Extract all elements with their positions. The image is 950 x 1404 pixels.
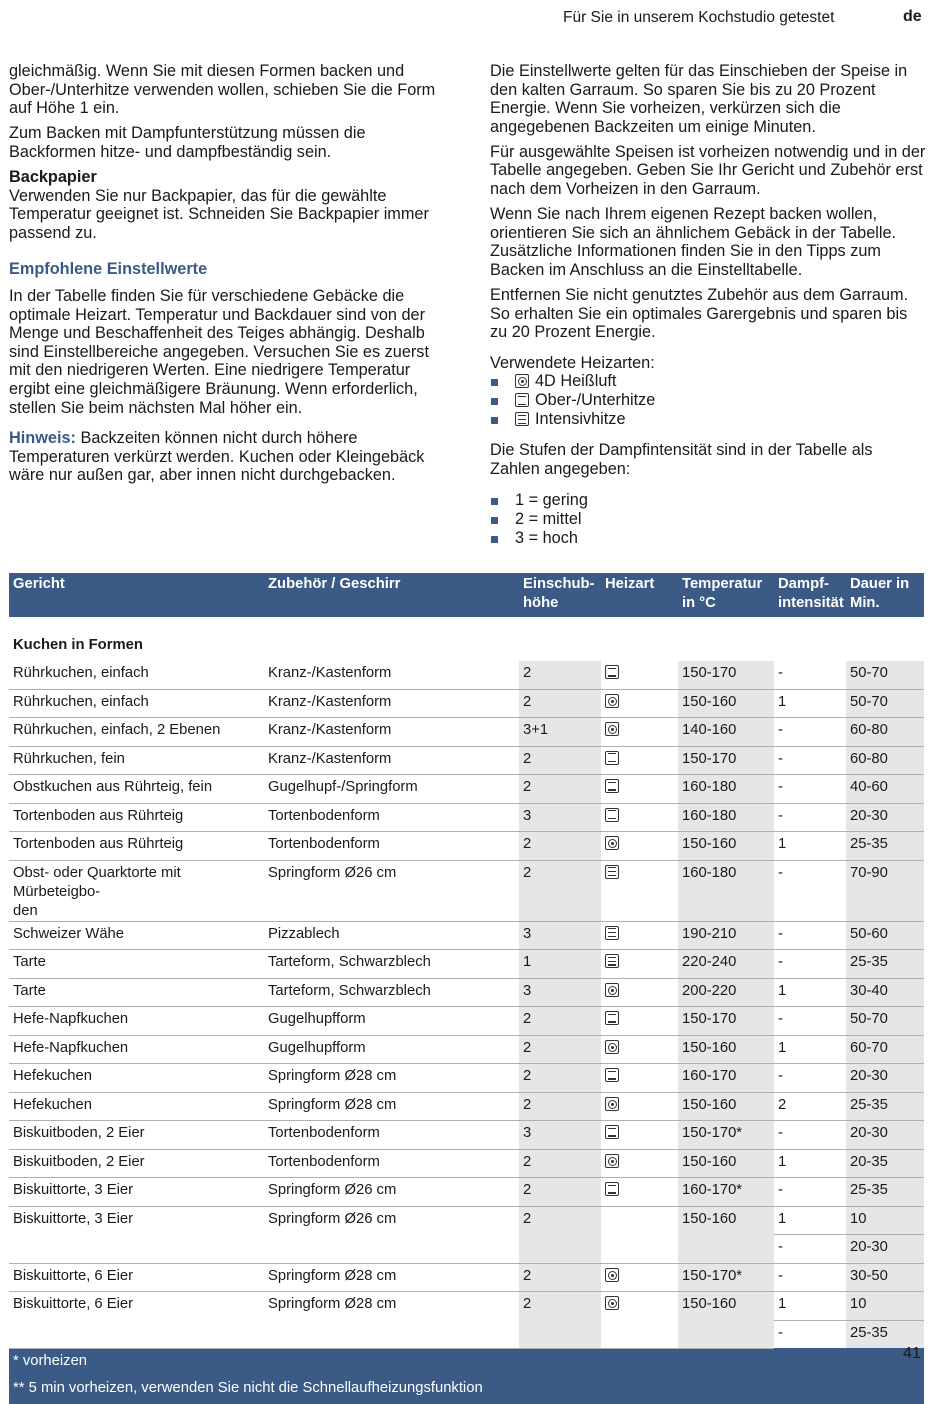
- temp-cell: 150-170*: [678, 1121, 774, 1150]
- paragraph: Wenn Sie nach Ihrem eigenen Rezept backen wollen, orientieren Sie sich an ähnlichem Gebäck in der Tabelle. Zusätzliche Informationen finden Sie in den Tipps zum Backen im Anschluss an die Einstelltabelle.: [490, 205, 897, 279]
- level-cell: 3: [519, 1121, 601, 1150]
- 4d-heissluft-icon: [605, 722, 619, 736]
- table-row: [9, 1206, 924, 1235]
- paragraph: Entfernen Sie nicht genutztes Zubehör aus dem Garraum. So erhalten Sie ein optimales Garergebnis und sparen bis zu 20 Prozent Energie.: [490, 286, 909, 342]
- duration-cell: 20-30: [846, 803, 924, 832]
- section-title: Empfohlene Einstellwerte: [9, 260, 208, 279]
- baking-settings-table: [9, 573, 924, 1404]
- temp-cell: 150-160: [678, 1292, 774, 1349]
- ober-unterhitze-icon: [605, 1011, 619, 1025]
- ober-unterhitze-icon: [605, 751, 619, 765]
- heat-cell: [601, 921, 678, 950]
- heat-types-intro: Verwendete Heizarten:: [490, 353, 655, 372]
- accessory-cell: Kranz-/Kastenform: [264, 718, 519, 747]
- table-row: [9, 1092, 924, 1121]
- table-header-row: [9, 573, 924, 617]
- steam-cell: 1: [774, 1149, 846, 1178]
- level-cell: 3+1: [519, 718, 601, 747]
- temp-cell: 150-170: [678, 746, 774, 775]
- duration-cell: 70-90: [846, 860, 924, 921]
- temp-cell: 150-160: [678, 1149, 774, 1178]
- paragraph: gleichmäßig. Wenn Sie mit diesen Formen backen und Ober-/Unterhitze verwenden wollen, schieben Sie die Form auf Höhe 1 ein.: [9, 62, 436, 118]
- intensivhitze-icon: [515, 412, 529, 426]
- duration-cell: 25-35: [846, 832, 924, 861]
- accessory-cell: Springform Ø28 cm: [264, 1092, 519, 1121]
- steam-cell: -: [774, 1178, 846, 1207]
- accessory-cell: Tarteform, Schwarzblech: [264, 978, 519, 1007]
- 4d-heissluft-icon: [605, 1097, 619, 1111]
- hint-paragraph: [9, 429, 447, 485]
- steam-cell: 1: [774, 832, 846, 861]
- level-cell: 3: [519, 978, 601, 1007]
- table-row: [9, 1121, 924, 1150]
- heat-cell: [601, 1206, 678, 1263]
- 4d-heissluft-icon: [605, 1296, 619, 1310]
- dish-cell: Biskuitboden, 2 Eier: [9, 1121, 264, 1150]
- temp-cell: 160-170: [678, 1064, 774, 1093]
- duration-cell: 20-30: [846, 1235, 924, 1264]
- duration-cell: 10: [846, 1206, 924, 1235]
- list-item: 4D Heißluft: [490, 372, 926, 391]
- accessory-cell: Gugelhupfform: [264, 1007, 519, 1036]
- duration-cell: 20-35: [846, 1149, 924, 1178]
- duration-cell: 50-70: [846, 1007, 924, 1036]
- accessory-cell: Springform Ø26 cm: [264, 1206, 519, 1263]
- paragraph: Verwenden Sie nur Backpapier, das für die gewählte Temperatur geeignet ist. Schneiden Sie Backpapier immer passend zu.: [9, 186, 429, 242]
- temp-cell: 140-160: [678, 718, 774, 747]
- table-row: [9, 1035, 924, 1064]
- right-column: [490, 62, 926, 560]
- ober-unterhitze-icon: [515, 393, 529, 407]
- table-row: [9, 1292, 924, 1321]
- heat-cell: [601, 718, 678, 747]
- level-cell: 2: [519, 1206, 601, 1263]
- dish-cell: Hefe-Napfkuchen: [9, 1035, 264, 1064]
- language-code: de: [903, 8, 922, 25]
- steam-cell: -: [774, 950, 846, 979]
- dish-cell: Rührkuchen, einfach, 2 Ebenen: [9, 718, 264, 747]
- duration-cell: 30-40: [846, 978, 924, 1007]
- level-cell: 2: [519, 1064, 601, 1093]
- steam-cell: -: [774, 1235, 846, 1264]
- 4d-heissluft-icon: [515, 374, 529, 388]
- ober-unterhitze-icon: [605, 779, 619, 793]
- dish-cell: Biskuittorte, 6 Eier: [9, 1292, 264, 1349]
- left-column: [9, 62, 447, 491]
- temp-cell: 220-240: [678, 950, 774, 979]
- steam-cell: -: [778, 1324, 783, 1341]
- table-row: [9, 1178, 924, 1207]
- paragraph: Für ausgewählte Speisen ist vorheizen notwendig und in der Tabelle angegeben. Geben Sie Ihr Gericht und Zubehör erst nach dem Vorheizen in den Garraum.: [490, 142, 926, 199]
- heat-cell: [601, 689, 678, 718]
- steam-cell: 1: [774, 1292, 846, 1321]
- dish-cell: Tarte: [9, 950, 264, 979]
- list-item: 3 = hoch: [490, 529, 926, 548]
- list-item: 2 = mittel: [490, 510, 926, 529]
- temp-cell: 150-160: [678, 832, 774, 861]
- subheading-backpapier: Backpapier: [9, 167, 97, 186]
- accessory-cell: Gugelhupfform: [264, 1035, 519, 1064]
- level-cell: 2: [519, 1092, 601, 1121]
- dish-cell: Tarte: [9, 978, 264, 1007]
- duration-cell: 50-60: [846, 921, 924, 950]
- duration-cell: 60-70: [846, 1035, 924, 1064]
- accessory-cell: Tortenbodenform: [264, 1121, 519, 1150]
- intensivhitze-icon: [605, 865, 619, 879]
- steam-cell: 1: [774, 1206, 846, 1235]
- steam-cell: -: [774, 661, 846, 689]
- col-header-heat: Heizart: [601, 573, 678, 617]
- accessory-cell: Tortenbodenform: [264, 803, 519, 832]
- 4d-heissluft-icon: [605, 1154, 619, 1168]
- temp-cell: 150-160: [678, 1206, 774, 1263]
- duration-cell: 50-70: [846, 661, 924, 689]
- dish-cell: Hefekuchen: [9, 1092, 264, 1121]
- duration-cell: 20-30: [846, 1121, 924, 1150]
- temp-cell: 150-170: [678, 661, 774, 689]
- steam-cell: -: [774, 1121, 846, 1150]
- table-row: [9, 832, 924, 861]
- accessory-cell: Springform Ø28 cm: [264, 1292, 519, 1349]
- ober-unterhitze-icon: [605, 1068, 619, 1082]
- 4d-heissluft-icon: [605, 836, 619, 850]
- footnote-row: [9, 1376, 924, 1404]
- dish-cell: Rührkuchen, fein: [9, 746, 264, 775]
- level-cell: 2: [519, 1149, 601, 1178]
- 4d-heissluft-icon: [605, 1040, 619, 1054]
- dish-cell: Tortenboden aus Rührteig: [9, 803, 264, 832]
- dish-cell: Schweizer Wähe: [9, 921, 264, 950]
- hint-label: Hinweis:: [9, 429, 76, 448]
- list-item: Intensivhitze: [490, 410, 926, 429]
- dish-cell: Obst- oder Quarktorte mit Mürbeteigbo- den: [9, 860, 264, 921]
- steam-cell: -: [774, 921, 846, 950]
- heat-types-list: [490, 372, 926, 429]
- steam-cell: 1: [774, 1035, 846, 1064]
- steam-levels-list: [490, 491, 926, 548]
- dish-cell: Biskuittorte, 3 Eier: [9, 1206, 264, 1263]
- duration-cell: 10: [846, 1292, 924, 1321]
- heat-cell: [601, 950, 678, 979]
- temp-cell: 150-160: [678, 1092, 774, 1121]
- steam-cell: -: [774, 1007, 846, 1036]
- dish-cell: Biskuitboden, 2 Eier: [9, 1149, 264, 1178]
- intensivhitze-icon: [605, 926, 619, 940]
- accessory-cell: Gugelhupf-/Springform: [264, 775, 519, 804]
- duration-cell: 25-35: [846, 1320, 924, 1348]
- duration-cell: 25-35: [846, 1178, 924, 1207]
- temp-cell: 150-160: [678, 689, 774, 718]
- duration-cell: 60-80: [846, 718, 924, 747]
- heat-cell: [601, 746, 678, 775]
- duration-cell: 40-60: [846, 775, 924, 804]
- col-header-level: Einschub- höhe: [519, 573, 601, 617]
- accessory-cell: Springform Ø26 cm: [264, 1178, 519, 1207]
- dish-cell: Hefe-Napfkuchen: [9, 1007, 264, 1036]
- steam-cell: -: [774, 803, 846, 832]
- level-cell: 2: [519, 746, 601, 775]
- ober-unterhitze-icon: [605, 808, 619, 822]
- temp-cell: 150-160: [678, 1035, 774, 1064]
- temp-cell: 150-170*: [678, 1263, 774, 1292]
- level-cell: 2: [519, 1292, 601, 1349]
- level-cell: 2: [519, 775, 601, 804]
- dish-cell: Rührkuchen, einfach: [9, 661, 264, 689]
- duration-cell: 50-70: [846, 689, 924, 718]
- heat-cell: [601, 1035, 678, 1064]
- table-row: [9, 775, 924, 804]
- level-cell: 2: [519, 661, 601, 689]
- level-cell: 2: [519, 1007, 601, 1036]
- section-label: Kuchen in Formen: [13, 637, 143, 653]
- list-item: 1 = gering: [490, 491, 926, 510]
- paragraph: Zum Backen mit Dampfunterstützung müssen die Backformen hitze- und dampfbeständig sein.: [9, 124, 366, 161]
- heat-cell: [601, 661, 678, 689]
- accessory-cell: Kranz-/Kastenform: [264, 689, 519, 718]
- heat-cell: [601, 978, 678, 1007]
- level-cell: 2: [519, 860, 601, 921]
- accessory-cell: Springform Ø28 cm: [264, 1064, 519, 1093]
- table-row: [9, 1149, 924, 1178]
- steam-cell: -: [774, 718, 846, 747]
- table-row: [9, 1263, 924, 1292]
- duration-cell: 25-35: [846, 950, 924, 979]
- duration-cell: 30-50: [846, 1263, 924, 1292]
- heat-cell: [601, 775, 678, 804]
- level-cell: 1: [519, 950, 601, 979]
- accessory-cell: Kranz-/Kastenform: [264, 661, 519, 689]
- steam-cell: -: [774, 775, 846, 804]
- dish-cell: Biskuittorte, 6 Eier: [9, 1263, 264, 1292]
- level-cell: 2: [519, 832, 601, 861]
- heat-cell: [601, 1178, 678, 1207]
- footnote-row: [9, 1348, 924, 1376]
- ober-unterhitze-icon: [605, 1182, 619, 1196]
- list-item: Ober-/Unterhitze: [490, 391, 926, 410]
- 4d-heissluft-icon: [605, 1268, 619, 1282]
- level-cell: 2: [519, 1035, 601, 1064]
- accessory-cell: Springform Ø28 cm: [264, 1263, 519, 1292]
- hint-text: Backzeiten können nicht durch höhere Temperaturen verkürzt werden. Kuchen oder Kleingebäck wäre nur außen gar, aber innen nicht durchgebacken.: [9, 429, 425, 485]
- table-row: [9, 1007, 924, 1036]
- steam-cell: -: [774, 1263, 846, 1292]
- table-row: [9, 1064, 924, 1093]
- temp-cell: 160-170*: [678, 1178, 774, 1207]
- dish-cell: Rührkuchen, einfach: [9, 689, 264, 718]
- steam-cell: -: [774, 860, 846, 921]
- duration-cell: 60-80: [846, 746, 924, 775]
- table-row: [9, 661, 924, 689]
- temp-cell: 200-220: [678, 978, 774, 1007]
- level-cell: 2: [519, 1178, 601, 1207]
- temp-cell: 160-180: [678, 860, 774, 921]
- table-row: [9, 746, 924, 775]
- paragraph: In der Tabelle finden Sie für verschiedene Gebäcke die optimale Heizart. Temperatur und Backdauer sind von der Menge und Beschaffenheit des Teiges abhängig. Deshalb sind Einstellbereiche angegeben. Versuchen Sie es zuerst mit den niedrigeren Werten. Eine niedrigere Temperatur ergibt eine gleichmäßigere Bräunung. Wenn erforderlich, stellen Sie beim nächsten Mal höher ein.: [9, 286, 429, 417]
- 4d-heissluft-icon: [605, 694, 619, 708]
- heat-cell: [601, 1121, 678, 1150]
- ober-unterhitze-icon: [605, 1125, 619, 1139]
- heat-cell: [601, 1149, 678, 1178]
- accessory-cell: Tortenbodenform: [264, 1149, 519, 1178]
- steam-cell: 2: [774, 1092, 846, 1121]
- col-header-duration: Dauer in Min.: [846, 573, 924, 617]
- dish-cell: Hefekuchen: [9, 1064, 264, 1093]
- col-header-accessory: Zubehör / Geschirr: [264, 573, 519, 617]
- level-cell: 2: [519, 1263, 601, 1292]
- steam-cell: 1: [774, 689, 846, 718]
- accessory-cell: Springform Ø26 cm: [264, 860, 519, 921]
- duration-cell: 25-35: [846, 1092, 924, 1121]
- dish-cell: Obstkuchen aus Rührteig, fein: [9, 775, 264, 804]
- page-number: 41: [903, 1345, 921, 1362]
- heat-cell: [601, 803, 678, 832]
- col-header-temp: Temperatur in °C: [678, 573, 774, 617]
- footnote: ** 5 min vorheizen, verwenden Sie nicht die Schnellaufheizungsfunktion: [9, 1376, 924, 1404]
- table-row: [9, 921, 924, 950]
- footnote: * vorheizen: [9, 1348, 924, 1376]
- dish-cell: Tortenboden aus Rührteig: [9, 832, 264, 861]
- temp-cell: 160-180: [678, 803, 774, 832]
- col-header-dish: Gericht: [9, 573, 264, 617]
- heat-cell: [601, 1292, 678, 1349]
- table-row: [9, 860, 924, 921]
- accessory-cell: Tortenbodenform: [264, 832, 519, 861]
- 4d-heissluft-icon: [605, 983, 619, 997]
- steam-cell: 1: [774, 978, 846, 1007]
- level-cell: 3: [519, 921, 601, 950]
- accessory-cell: Kranz-/Kastenform: [264, 746, 519, 775]
- dish-cell: Biskuittorte, 3 Eier: [9, 1178, 264, 1207]
- temp-cell: 160-180: [678, 775, 774, 804]
- accessory-cell: Pizzablech: [264, 921, 519, 950]
- table-row: [9, 950, 924, 979]
- table-row: [9, 978, 924, 1007]
- accessory-cell: Tarteform, Schwarzblech: [264, 950, 519, 979]
- ober-unterhitze-icon: [605, 665, 619, 679]
- table-row: [9, 803, 924, 832]
- table-row: [9, 689, 924, 718]
- heat-cell: [601, 1092, 678, 1121]
- level-cell: 2: [519, 689, 601, 718]
- heat-cell: [601, 832, 678, 861]
- temp-cell: 150-170: [678, 1007, 774, 1036]
- heat-cell: [601, 860, 678, 921]
- duration-cell: 20-30: [846, 1064, 924, 1093]
- temp-cell: 190-210: [678, 921, 774, 950]
- intensivhitze-icon: [605, 954, 619, 968]
- steam-intro: Die Stufen der Dampfintensität sind in der Tabelle als Zahlen angegeben:: [490, 441, 873, 478]
- table-section-row: [9, 617, 924, 661]
- heat-cell: [601, 1064, 678, 1093]
- steam-cell: -: [774, 1064, 846, 1093]
- table-row: [9, 718, 924, 747]
- level-cell: 3: [519, 803, 601, 832]
- steam-cell: -: [774, 746, 846, 775]
- paragraph: Die Einstellwerte gelten für das Einschieben der Speise in den kalten Garraum. So sparen Sie bis zu 20 Prozent Energie. Wenn Sie vorheizen, verkürzen sich die angegebenen Backzeiten um einige Minuten.: [490, 62, 908, 136]
- running-header-title: Für Sie in unserem Kochstudio getestet: [563, 9, 835, 26]
- heat-cell: [601, 1263, 678, 1292]
- heat-cell: [601, 1007, 678, 1036]
- col-header-steam: Dampf- intensität: [774, 573, 846, 617]
